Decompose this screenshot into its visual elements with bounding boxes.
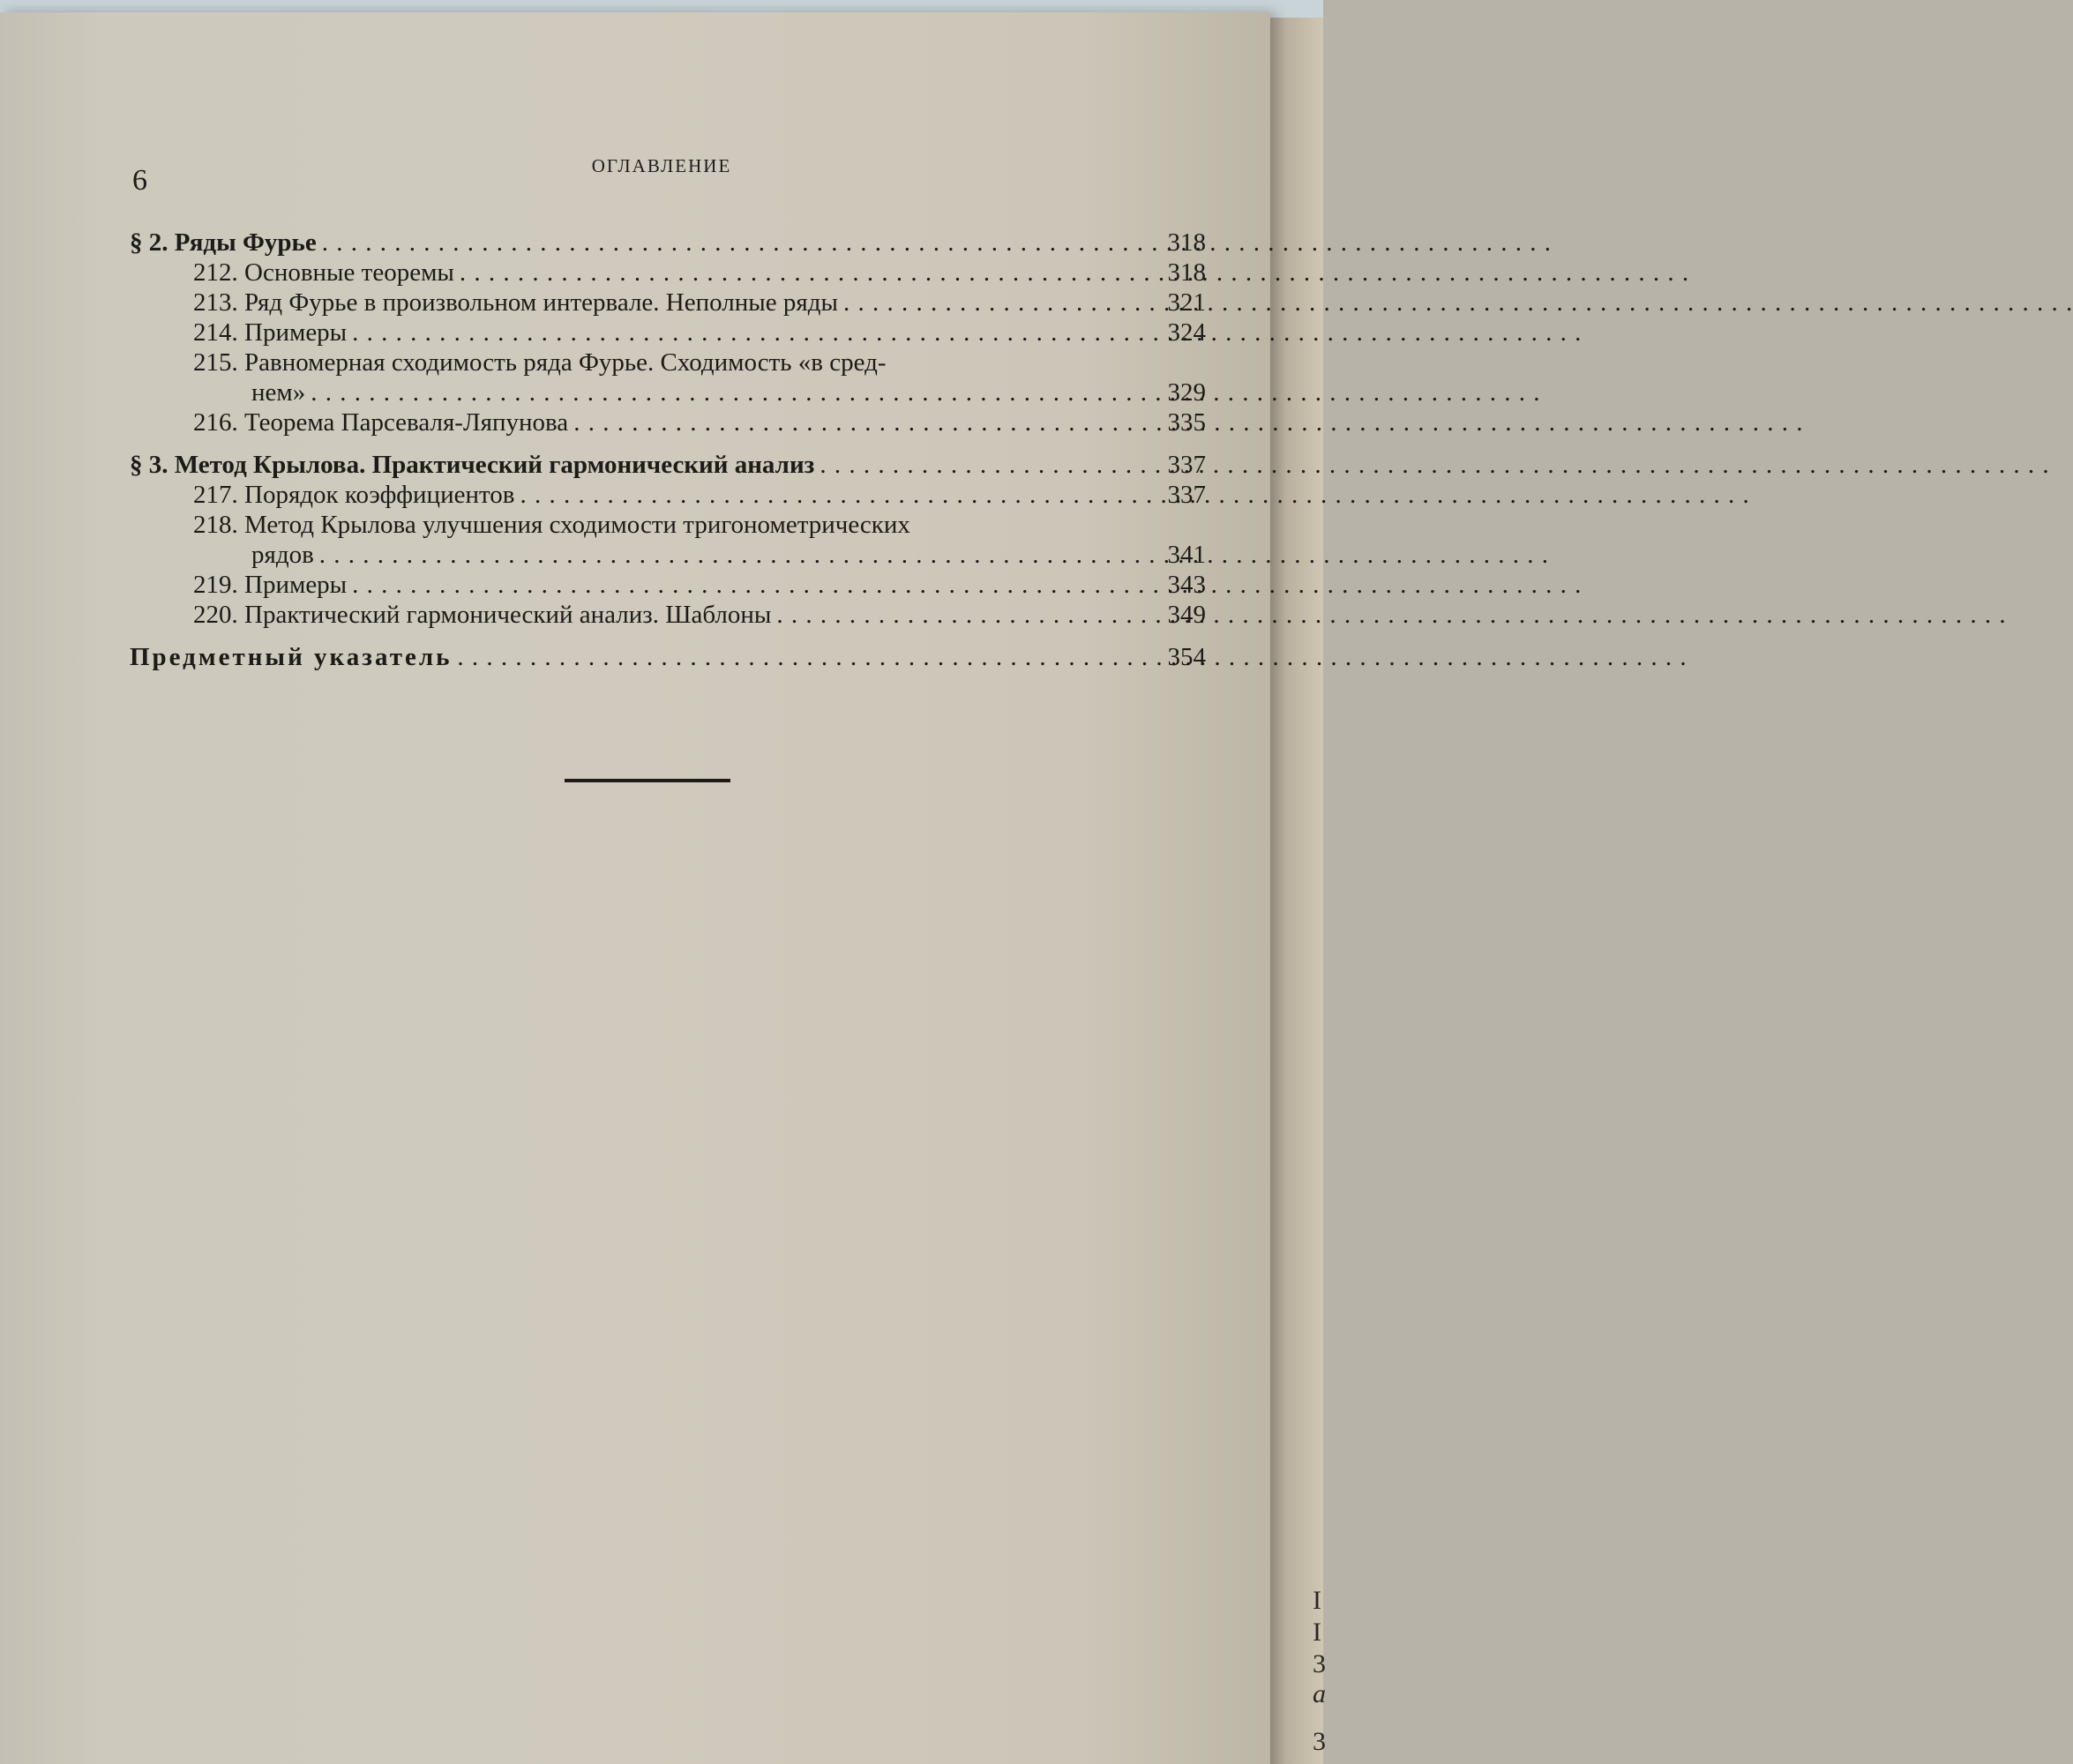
toc-page-number: 324 [1167,318,1206,347]
dot-leader [352,570,1582,600]
dot-leader [322,228,1552,258]
toc-item-214[interactable] [130,318,1206,348]
toc-entry-title-continuation: нем» [251,378,306,407]
edge-text-fragment: a [1313,1679,1326,1708]
toc-item-215-line2[interactable] [130,377,1206,407]
edge-text-fragment: 3 [1313,1649,1326,1678]
toc-item-218-line2[interactable] [130,540,1206,570]
toc-item-220[interactable] [130,600,1206,630]
dot-leader [819,450,2049,480]
edge-text-fragment: I [1313,1586,1321,1615]
toc-entry-title: § 2. Ряды Фурье [130,228,317,257]
toc-item-217[interactable] [130,480,1206,510]
toc-page-number: 354 [1167,643,1206,671]
toc-page-number: 318 [1167,228,1206,257]
toc-page-number: 318 [1167,258,1206,287]
section-spacer [130,437,1206,450]
toc-entry-title: 214. Примеры [193,318,348,347]
dot-leader [319,540,1549,570]
page-number: 6 [132,164,147,197]
toc-page-number: 337 [1167,481,1206,509]
toc-item-216[interactable] [130,407,1206,437]
toc-entry-title: 216. Теорема Парсеваля-Ляпунова [193,408,569,437]
toc-item-212[interactable] [130,258,1206,288]
dot-leader [520,480,1749,510]
dot-leader [776,600,2006,630]
toc-entry-title: 217. Порядок коэффициентов [193,481,515,509]
toc-page-number: 321 [1167,288,1206,317]
dot-leader [311,377,1540,407]
toc-section-2[interactable] [130,228,1206,258]
toc-item-218-line1[interactable] [130,510,1206,540]
toc-entry-title: 220. Практический гармонический анализ. Шаблоны [193,601,772,629]
toc-entry-title: 219. Примеры [193,571,348,599]
toc-entry-title: 218. Метод Крылова улучшения сходимости тригонометрических [193,511,910,539]
toc-entry-title: 215. Равномерная сходимость ряда Фурье. Сходимость «в сред- [193,348,887,377]
toc-page-number: 341 [1167,541,1206,569]
dot-leader [843,288,2073,318]
running-head: ОГЛАВЛЕНИЕ [591,155,732,176]
toc-subject-index[interactable] [130,642,1206,672]
table-of-contents [130,228,1206,672]
toc-item-219[interactable] [130,570,1206,600]
toc-page-number: 343 [1167,571,1206,599]
toc-entry-title-continuation: рядов [251,541,314,569]
toc-page-number: 337 [1167,451,1206,479]
toc-entry-title: § 3. Метод Крылова. Практический гармонический анализ [130,451,815,479]
toc-page-number: 335 [1167,408,1206,437]
end-rule [565,779,730,782]
toc-page-number: 349 [1167,601,1206,629]
section-spacer [130,630,1206,642]
dot-leader [460,258,1689,288]
toc-entry-title: 213. Ряд Фурье в произвольном интервале. Неполные ряды [193,288,838,317]
edge-text-fragment: I [1313,1618,1321,1647]
toc-section-3[interactable] [130,450,1206,480]
toc-item-215-line1[interactable] [130,348,1206,377]
edge-text-fragment: 3 [1313,1727,1326,1756]
toc-item-213[interactable] [130,288,1206,318]
toc-page-number: 329 [1167,378,1206,407]
toc-entry-title: Предметный указатель [130,643,453,671]
dot-leader [457,642,1687,672]
dot-leader [352,318,1582,348]
toc-entry-title: 212. Основные теоремы [193,258,454,287]
